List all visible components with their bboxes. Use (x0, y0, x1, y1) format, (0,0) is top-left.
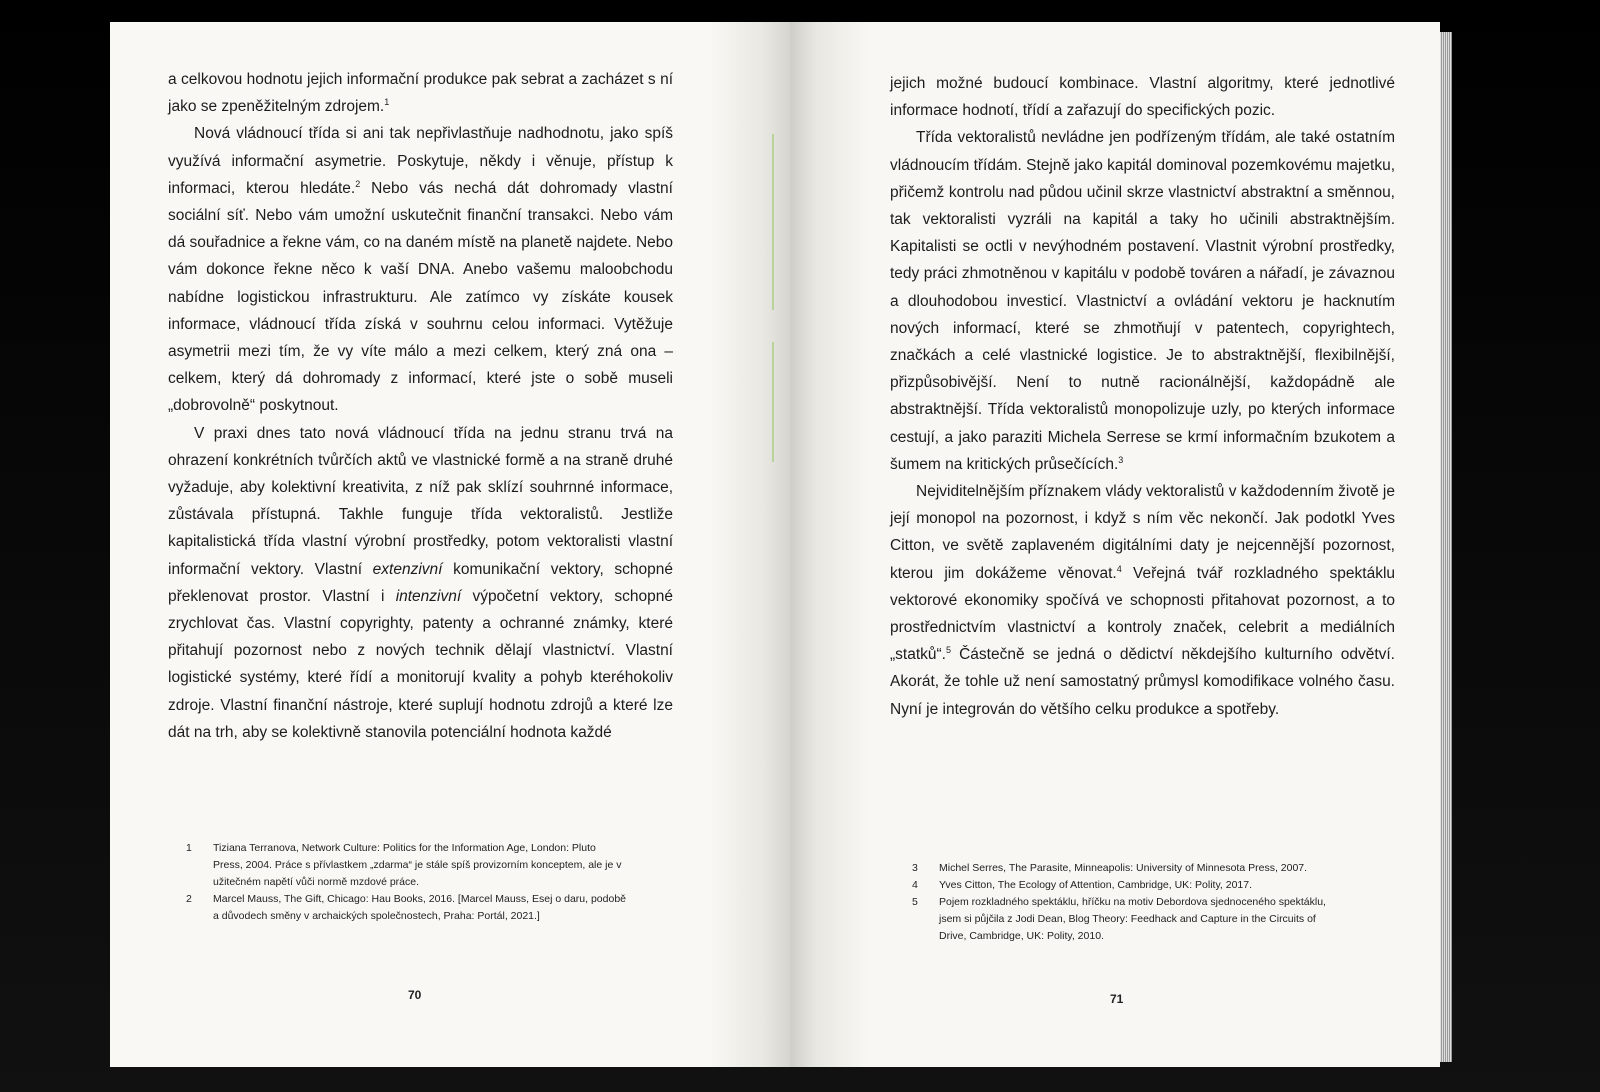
paragraph: Nejviditelnějším příznakem vlády vektoralistů v každodenním životě je její monopol na pozornost, i když s ním věc nekončí. Jak podotkl Yves Citton, ve světě zaplaveném digitálními daty je nejcennější pozornost, kterou jim dokážeme věnovat.$^4$ Veřejná tvář rozkladného spektáklu vektorové ekonomiky spočívá ve schopnosti přitahovat pozornost, a to prostřednictvím vlastnictví a kontroly značek, celebrit a mediálních „statků“.$^5$ Částečně se jedná o dědictví někdejšího kulturního odvětví. Akorát, že tohle už není samostatný průmysl komodifikace volného času. Nyní je integrován do většího celku produkce a spotřeby. (890, 483, 1396, 718)
right-body-text (890, 70, 1395, 723)
paragraph: V praxi dnes tato nová vládnoucí třída na jednu stranu trvá na ohrazení konkrétních tvůrčích aktů ve vlastnické formě a na straně druhé vyžaduje, aby kolektivní kreativita, z níž pak sklízí souhrnné informace, zůstávala přístupná. Takhle funguje třída vektoralistů. Jestliže kapitalistická třída vlastní výrobní prostředky, potom vektoralisti vlastní informační vektory. Vlastní extenzivní komunikační vektory, schopné překlenovat prostor. Vlastní i intenzivní výpočetní vektory, schopné zrychlovat čas. Vlastní copyrighty, patenty a ochranné známky, které přitahují pozornost nebo z nových technik dělají vlastnictví. Vlastní logistické systémy, které řídí a monitorují kvality a pohyb kteréhokoliv zdroje. Vlastní finanční nástroje, které suplují hodnotu zdrojů a které lze dát na trh, aby se kolektivně stanovila potenciální hodnota každé (168, 424, 674, 741)
page-edges (1440, 32, 1452, 1062)
footnote: 2 Marcel Mauss, The Gift, Chicago: Hau Books, 2016. [Marcel Mauss, Esej o daru, podobě a důvodech směny v archaických společnostech, Praha: Portál, 2021.] (186, 893, 627, 922)
left-body-text (168, 66, 673, 746)
footnote-mark: 3 (1118, 454, 1124, 465)
footnote: 1 Tiziana Terranova, Network Culture: Politics for the Information Age, London: Pluto Press, 2004. Práce s přívlastkem „zdarma“ je stále spíš provizorním konceptem, ale je v užitečném napětí vůči normě mzdové práce. (186, 842, 622, 888)
paragraph: Nová vládnoucí třída si ani tak nepřivlastňuje nadhodnotu, jako spíš využívá informační asymetrie. Poskytuje, někdy i věnuje, přístup k informaci, kterou hledáte.$^2$ Nebo vás nechá dát dohromady vlastní sociální síť. Nebo vám umožní uskutečnit finanční transakci. Nebo vám dá souřadnice a řekne vám, co na daném místě na planetě najdete. Nebo vám dokonce řekne něco k vaší DNA. Anebo vašemu maloobchodu nabídne logistickou infrastrukturu. Ale zatímco vy získáte kousek informace, vládnoucí třída získá v souhrnu celou informaci. Vytěžuje asymetrii mezi tím, že vy víte málo a mezi celkem, který zná ona – celkem, který dá dohromady z informací, které jste o sobě museli „dobrovolně“ poskytnout. (168, 125, 673, 415)
page-number: 70 (408, 988, 422, 1002)
open-book (110, 22, 1445, 1067)
right-footnotes (912, 860, 1332, 945)
footnote-mark: 2 (355, 178, 361, 189)
page-number: 71 (1110, 992, 1124, 1006)
footnote: 3 Michel Serres, The Parasite, Minneapolis: University of Minnesota Press, 2007. (912, 862, 1308, 874)
paragraph: a celkovou hodnotu jejich informační produkce pak sebrat a zacházet s ní jako se zpeněžitelným zdrojem.$^1$ (168, 71, 673, 116)
right-page (790, 22, 1440, 1067)
footnote-mark: 5 (945, 645, 951, 656)
spine-thread-mark (772, 342, 774, 462)
footnote-mark: 4 (1116, 563, 1122, 574)
footnote: 4 Yves Citton, The Ecology of Attention, Cambridge, UK: Polity, 2017. (912, 879, 1253, 891)
spine-thread-mark (772, 134, 774, 310)
footnote-mark: 1 (384, 97, 390, 108)
paragraph: jejich možné budoucí kombinace. Vlastní algoritmy, které jednotlivé informace hodnotí, třídí a zařazují do specifických pozic. (890, 75, 1395, 120)
paragraph: Třída vektoralistů nevládne jen podřízeným třídám, ale také ostatním vládnoucím třídám. Stejně jako kapitál dominoval pozemkovému majetku, přičemž kontrolu nad půdou učinil skrze vlastnictví abstraktní a směnnou, tak vektoralisti vyzráli na kapitál a taky ho učinili abstraktnějším. Kapitalisti se octli v nevýhodném postavení. Vlastnit výrobní prostředky, tedy práci zhmotněnou v kapitálu v podobě továren a nářadí, je závaznou a dlouhodobou investicí. Vlastnictví a ovládání vektoru je hacknutím nových informací, které se zhmotňují v patentech, copyrightech, značkách a celé vlastnické logistice. Je to abstraktnější, flexibilnější, přizpůsobivější. Není to nutně racionálnější, každopádně ale abstraktnější. Třída vektoralistů monopolizuje uzly, po kterých informace cestují, a jako paraziti Michela Serrese se krmí informačním bzukotem a šumem na kritických průsečících.$^3$ (890, 129, 1395, 473)
left-footnotes (186, 840, 626, 925)
footnote: 5 Pojem rozkladného spektáklu, hříčku na motiv Debordova sjednoceného spektáklu, jsem si půjčila z Jodi Dean, Blog Theory: Feedhack and Capture in the Circuits of Drive, Cambridge, UK: Polity, 2010. (912, 896, 1326, 942)
left-page (110, 22, 790, 1067)
